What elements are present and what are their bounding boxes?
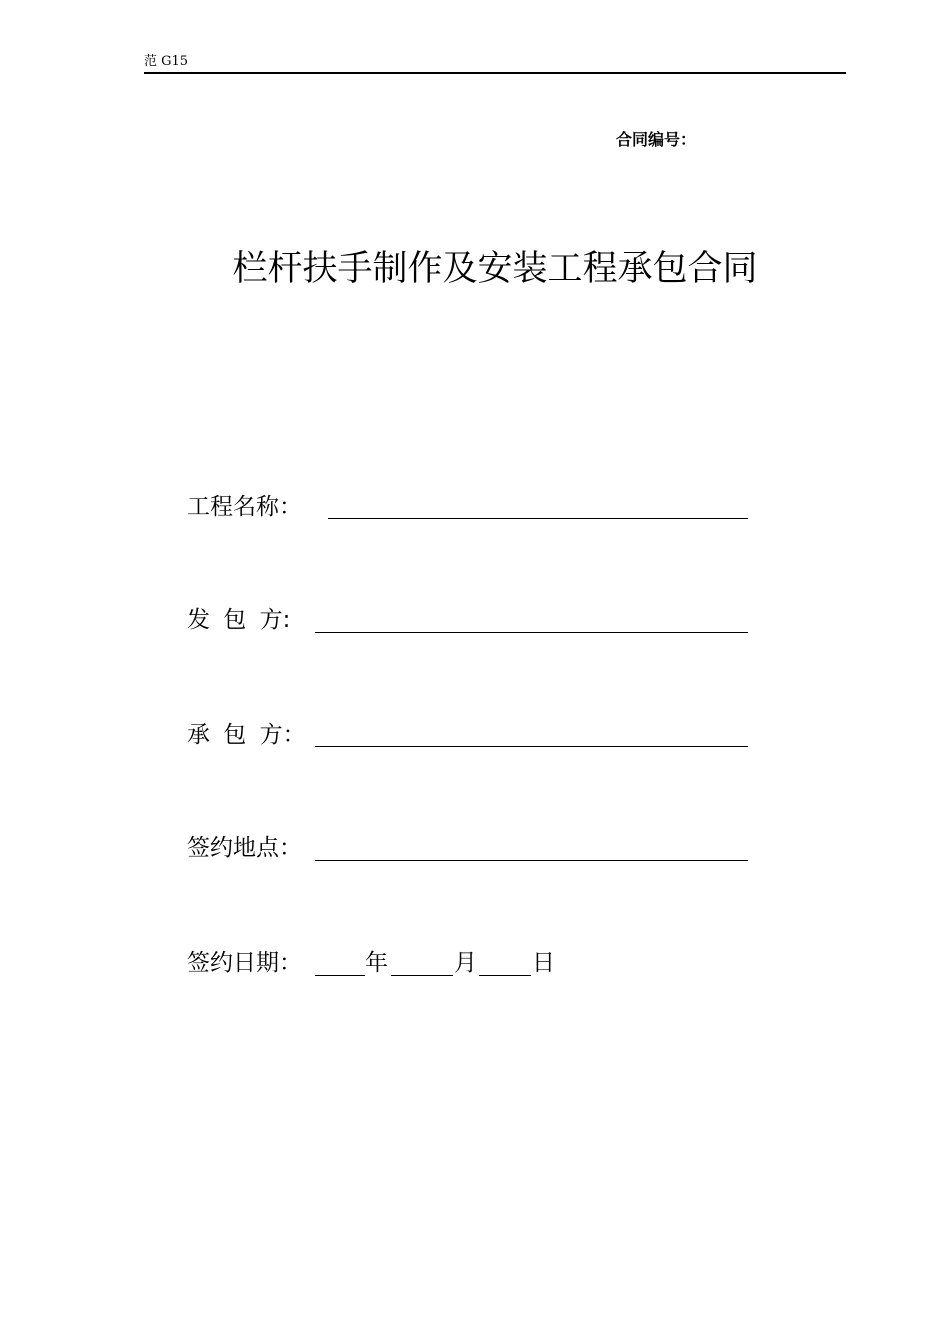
contract-number-label: 合同编号： (616, 130, 697, 149)
project-name-blank (328, 518, 748, 519)
contractor-label: 承 包 方： (187, 722, 306, 748)
header-rule (144, 72, 846, 74)
document-code: 范 G15 (144, 54, 189, 69)
project-name-label: 工程名称： (187, 494, 302, 520)
month-unit: 月 (454, 950, 477, 976)
contractor-blank (315, 746, 748, 747)
employer-blank (315, 632, 748, 633)
day-unit: 日 (532, 950, 555, 976)
year-unit: 年 (365, 950, 388, 976)
year-blank (315, 975, 365, 976)
signing-place-blank (315, 860, 748, 861)
signing-date-label: 签约日期： (187, 950, 302, 976)
month-blank (391, 975, 453, 976)
signing-place-label: 签约地点： (187, 835, 302, 861)
document-title: 栏杆扶手制作及安装工程承包合同 (232, 249, 758, 289)
employer-label: 发 包 方: (187, 607, 291, 633)
day-blank (479, 975, 531, 976)
